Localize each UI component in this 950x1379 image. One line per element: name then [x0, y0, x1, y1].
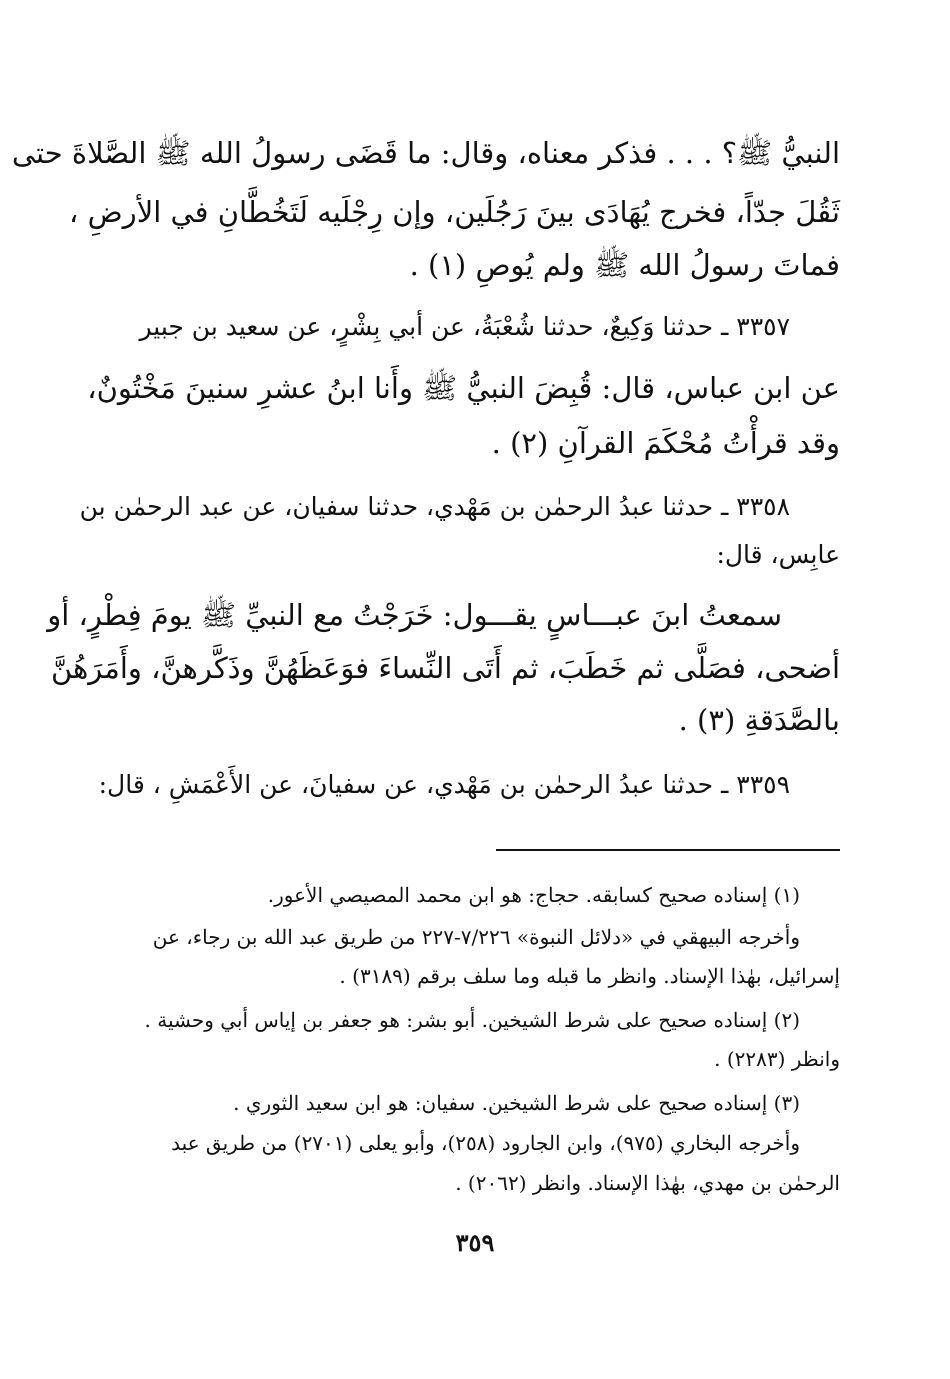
- hadith-3359-header: ٣٣٥٩ ـ حدثنا عبدُ الرحمٰن بن مَهْدي، عن سفيانَ، عن الأَعْمَشِ ، قال:: [98, 770, 790, 799]
- footnote-1: إسرائيل، بهٰذا الإسناد. وانظر ما قبله وما سلف برقم (٣١٨٩) .: [339, 964, 840, 988]
- footnote-2: وانظر (٢٢٨٣) .: [714, 1047, 840, 1071]
- main-text-line: ثَقُلَ جدّاً، فخرج يُهَادَى بينَ رَجُلَين، وإن رِجْلَيه لَتَخُطَّانِ في الأرضِ ،: [69, 195, 840, 229]
- hadith-3358-header: ٣٣٥٨ ـ حدثنا عبدُ الرحمٰن بن مَهْدي، حدثنا سفيان، عن عبد الرحمٰن بن: [79, 492, 790, 521]
- footnote-1: وأخرجه البيهقي في «دلائل النبوة» ٧/٢٢٦-٢٢٧ من طريق عبد الله بن رجاء، عن: [152, 925, 800, 949]
- hadith-3358-text: سمعتُ ابنَ عبـــاسٍ يقـــول: خَرَجْتُ مع النبيِّ ﷺ يومَ فِطْرٍ، أو: [47, 598, 782, 632]
- hadith-3358-header: عابِس، قال:: [716, 540, 840, 569]
- hadith-3357-text: وقد قرأْتُ مُحْكَمَ القرآنِ (٢) .: [491, 426, 840, 460]
- hadith-3357-header: ٣٣٥٧ ـ حدثنا وَكِيعٌ، حدثنا شُعْبَةُ، عن أبي بِشْرٍ، عن سعيد بن جبير: [139, 312, 790, 341]
- page-number: ٣٥٩: [455, 1228, 495, 1257]
- footnote-2: (٢) إسناده صحيح على شرط الشيخين. أبو بشر: هو جعفر بن إياس أبي وحشية .: [144, 1008, 800, 1032]
- footnote-3: وأخرجه البخاري (٩٧٥)، وابن الجارود (٢٥٨)، وأبو يعلى (٢٧٠١) من طريق عبد: [171, 1131, 800, 1155]
- main-text-line: النبيُّ ﷺ؟ . . . فذكر معناه، وقال: ما قَضَى رسولُ الله ﷺ الصَّلاةَ حتى: [11, 136, 840, 170]
- footnote-1: (١) إسناده صحيح كسابقه. حجاج: هو ابن محمد المصيصي الأعور.: [267, 883, 800, 907]
- main-text-line: فماتَ رسولُ الله ﷺ ولم يُوصِ (١) .: [409, 248, 840, 282]
- footnote-separator: [496, 849, 840, 851]
- footnote-3: الرحمٰن بن مهدي، بهٰذا الإسناد. وانظر (٢٠٦٢) .: [455, 1171, 840, 1195]
- hadith-3358-text: بالصَّدَقةِ (٣) .: [678, 703, 840, 737]
- hadith-3357-text: عن ابن عباس، قال: قُبِضَ النبيُّ ﷺ وأَنا ابنُ عشرِ سنينَ مَخْتُونٌ،: [87, 371, 840, 405]
- hadith-3358-text: أضحى، فصَلَّى ثم خَطَبَ، ثم أَتَى النِّساءَ فوَعَظَهُنَّ وذَكَّرهنَّ، وأَمَرَهُنَّ: [50, 651, 840, 685]
- footnote-3: (٣) إسناده صحيح على شرط الشيخين. سفيان: هو ابن سعيد الثوري .: [233, 1091, 800, 1115]
